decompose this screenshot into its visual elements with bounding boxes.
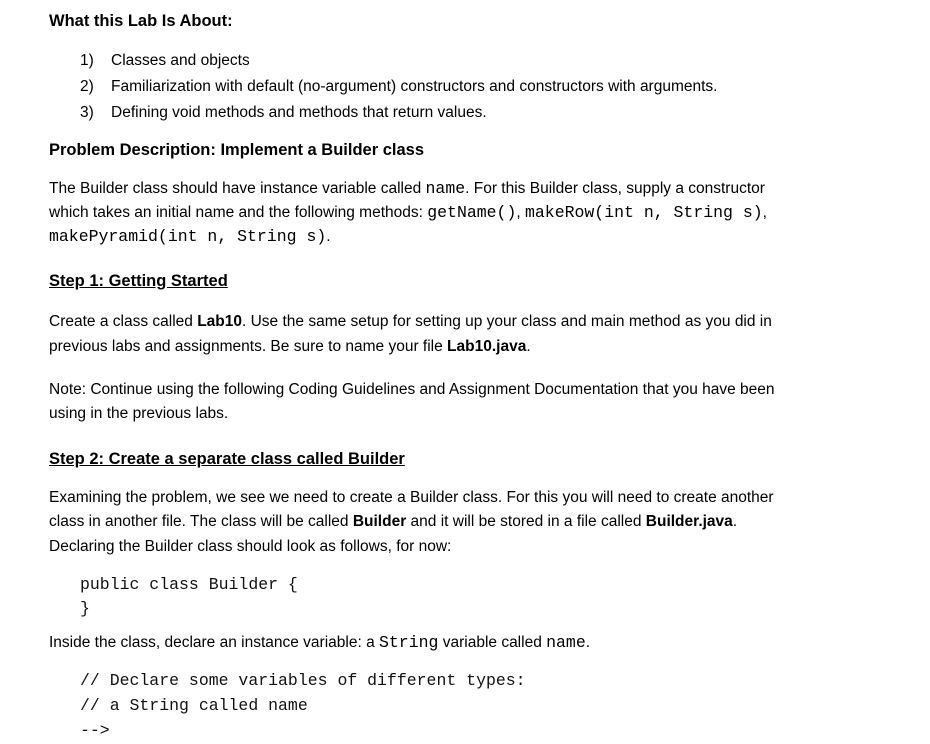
list-number: 3) [80, 104, 94, 121]
text: class in another file. The class will be called [49, 513, 353, 530]
problem-line-3 [49, 227, 331, 246]
list-number: 2) [80, 78, 94, 95]
code-comment-line: // a String called name [80, 696, 308, 715]
bold-text: Lab10 [197, 313, 242, 330]
code-inline: String [379, 633, 439, 652]
text: which takes an initial name and the following methods: [49, 204, 428, 221]
problem-heading: Problem Description: Implement a Builder class [49, 141, 425, 159]
step1-para-line-1 [49, 313, 772, 331]
step2-para-line-1: Examining the problem, we see we need to create a Builder class. For this you will need to create another [49, 489, 774, 506]
code-inline: name [425, 179, 466, 198]
text: . [526, 338, 531, 355]
text: Create a class called [49, 313, 198, 330]
text: and it will be stored in a file called [406, 513, 646, 530]
bold-text: Builder [352, 513, 407, 530]
step2-heading: Step 2: Create a separate class called Builder [49, 450, 405, 468]
code-inline: name [546, 633, 586, 652]
problem-line-1 [49, 179, 765, 198]
text: , [516, 204, 525, 221]
code-line: } [80, 599, 90, 618]
text: . [585, 634, 591, 651]
about-item-2 [80, 78, 717, 96]
text: The Builder class should have instance variable called [49, 180, 426, 197]
step1-heading: Step 1: Getting Started [49, 272, 228, 290]
text: . [732, 513, 738, 530]
list-text: Defining void methods and methods that return values. [111, 104, 487, 121]
code-inline: getName() [427, 203, 517, 222]
step1-para-line-2 [49, 338, 531, 356]
step2-para-2 [49, 633, 590, 652]
about-item-3 [80, 104, 487, 122]
text: . [326, 228, 331, 245]
step2-para-line-2 [49, 513, 737, 531]
code-inline: makeRow(int n, String s) [525, 203, 763, 222]
text: . For this Builder class, supply a constructor [465, 180, 765, 197]
code-arrow-line: --> [80, 721, 110, 740]
about-item-1 [80, 52, 250, 70]
list-text: Familiarization with default (no-argument) constructors and constructors with arguments. [111, 78, 718, 95]
bold-text: Builder.java [645, 513, 733, 530]
list-text: Classes and objects [111, 52, 250, 69]
step1-note-line-1: Note: Continue using the following Coding Guidelines and Assignment Documentation that you have been [49, 381, 775, 398]
text: variable called [438, 634, 547, 651]
code-line: public class Builder { [80, 575, 298, 594]
text: , [762, 204, 767, 221]
text: Inside the class, declare an instance variable: a [49, 634, 379, 651]
text: . Use the same setup for setting up your class and main method as you did in [242, 313, 772, 330]
problem-line-2 [49, 203, 767, 222]
list-number: 1) [80, 52, 94, 69]
bold-text: Lab10.java [447, 338, 527, 355]
about-heading: What this Lab Is About: [49, 12, 233, 30]
code-comment-line: // Declare some variables of different types: [80, 671, 526, 690]
step1-note-line-2: using in the previous labs. [49, 405, 229, 422]
code-inline: makePyramid(int n, String s) [49, 227, 327, 246]
step2-para-line-3: Declaring the Builder class should look as follows, for now: [49, 538, 452, 555]
text: previous labs and assignments. Be sure to name your file [49, 338, 448, 355]
